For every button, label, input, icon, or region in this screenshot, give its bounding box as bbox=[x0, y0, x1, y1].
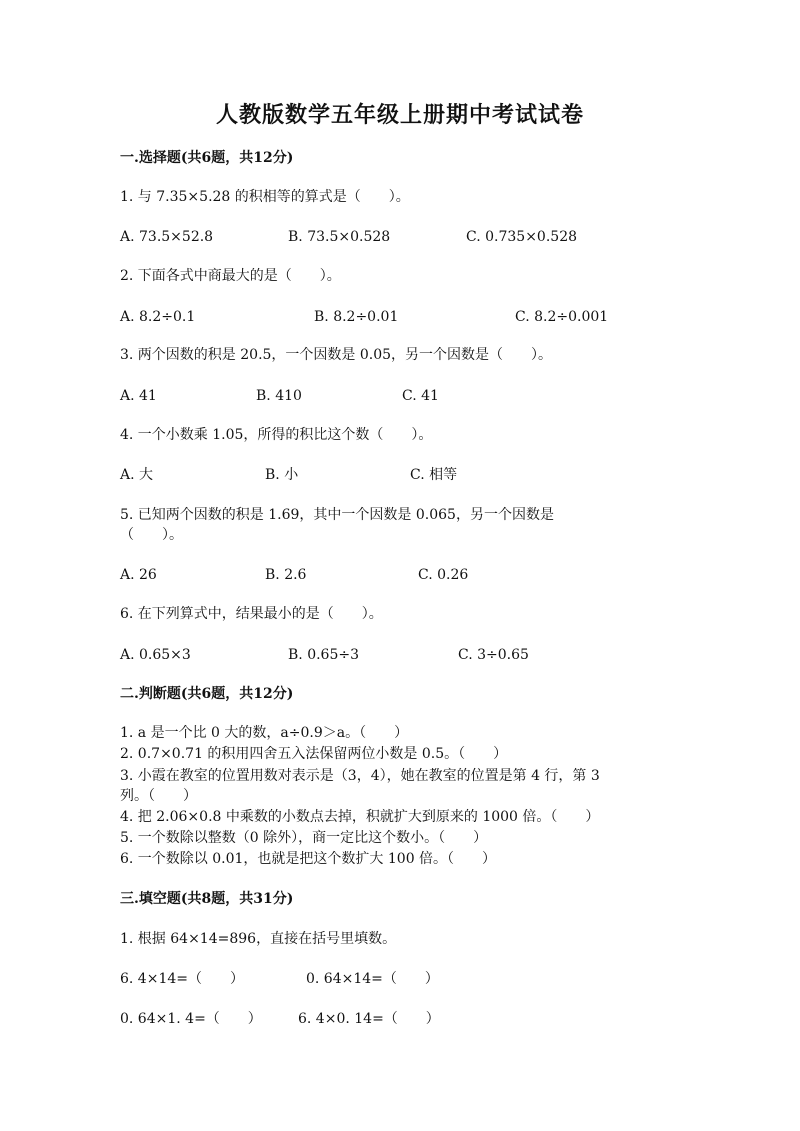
judge-item: 4. 把 2.06×0.8 中乘数的小数点去掉，积就扩大到原来的 1000 倍。（ ） bbox=[120, 809, 600, 825]
judge-item: 5. 一个数除以整数（0 除外），商一定比这个数小。（ ） bbox=[120, 830, 488, 846]
section-heading-judge: 二.判断题(共6题，共12分) bbox=[120, 686, 294, 702]
judge-item-continued: 列。（ ） bbox=[120, 788, 197, 804]
option-b: B. 410 bbox=[256, 388, 302, 404]
page-title: 人教版数学五年级上册期中考试试卷 bbox=[215, 102, 584, 128]
question-text: 5. 已知两个因数的积是 1.69，其中一个因数是 0.065，另一个因数是 bbox=[120, 507, 554, 523]
section-heading-fill: 三.填空题(共8题，共31分) bbox=[120, 891, 294, 907]
option-a: A. 73.5×52.8 bbox=[120, 229, 214, 245]
option-c: C. 8.2÷0.001 bbox=[515, 309, 609, 325]
option-a: A. 26 bbox=[120, 567, 157, 583]
question-text: 4. 一个小数乘 1.05，所得的积比这个数（ ）。 bbox=[120, 427, 433, 443]
judge-item: 1. a 是一个比 0 大的数，a÷0.9＞a。（ ） bbox=[120, 725, 409, 741]
question-text: 1. 与 7.35×5.28 的积相等的算式是（ ）。 bbox=[120, 189, 410, 205]
section-heading-choice: 一.选择题(共6题，共12分) bbox=[120, 150, 294, 166]
fill-intro: 1. 根据 64×14=896，直接在括号里填数。 bbox=[120, 931, 397, 947]
fill-item: 6. 4×14=（ ） bbox=[120, 971, 244, 987]
option-a: A. 8.2÷0.1 bbox=[120, 309, 196, 325]
option-c: C. 41 bbox=[402, 388, 439, 404]
question-text: 3. 两个因数的积是 20.5，一个因数是 0.05，另一个因数是（ ）。 bbox=[120, 347, 553, 363]
option-c: C. 0.735×0.528 bbox=[466, 229, 578, 245]
option-c: C. 3÷0.65 bbox=[458, 647, 529, 663]
option-b: B. 2.6 bbox=[265, 567, 307, 583]
judge-item: 3. 小霞在教室的位置用数对表示是（3，4），她在教室的位置是第 4 行，第 3 bbox=[120, 768, 600, 784]
judge-item: 6. 一个数除以 0.01，也就是把这个数扩大 100 倍。（ ） bbox=[120, 851, 497, 867]
option-a: A. 0.65×3 bbox=[120, 647, 191, 663]
option-a: A. 大 bbox=[120, 467, 154, 483]
option-b: B. 小 bbox=[265, 467, 299, 483]
option-c: C. 相等 bbox=[410, 467, 458, 483]
option-a: A. 41 bbox=[120, 388, 157, 404]
judge-item: 2. 0.7×0.71 的积用四舍五入法保留两位小数是 0.5。（ ） bbox=[120, 746, 508, 762]
fill-item: 6. 4×0. 14=（ ） bbox=[298, 1011, 440, 1027]
option-b: B. 73.5×0.528 bbox=[288, 229, 391, 245]
fill-item: 0. 64×1. 4=（ ） bbox=[120, 1011, 262, 1027]
option-b: B. 8.2÷0.01 bbox=[314, 309, 399, 325]
option-b: B. 0.65÷3 bbox=[288, 647, 359, 663]
question-text: 2. 下面各式中商最大的是（ ）。 bbox=[120, 268, 341, 284]
fill-item: 0. 64×14=（ ） bbox=[306, 971, 439, 987]
option-c: C. 0.26 bbox=[418, 567, 469, 583]
question-text: 6. 在下列算式中，结果最小的是（ ）。 bbox=[120, 606, 383, 622]
question-text-continued: （ ）。 bbox=[120, 527, 183, 543]
